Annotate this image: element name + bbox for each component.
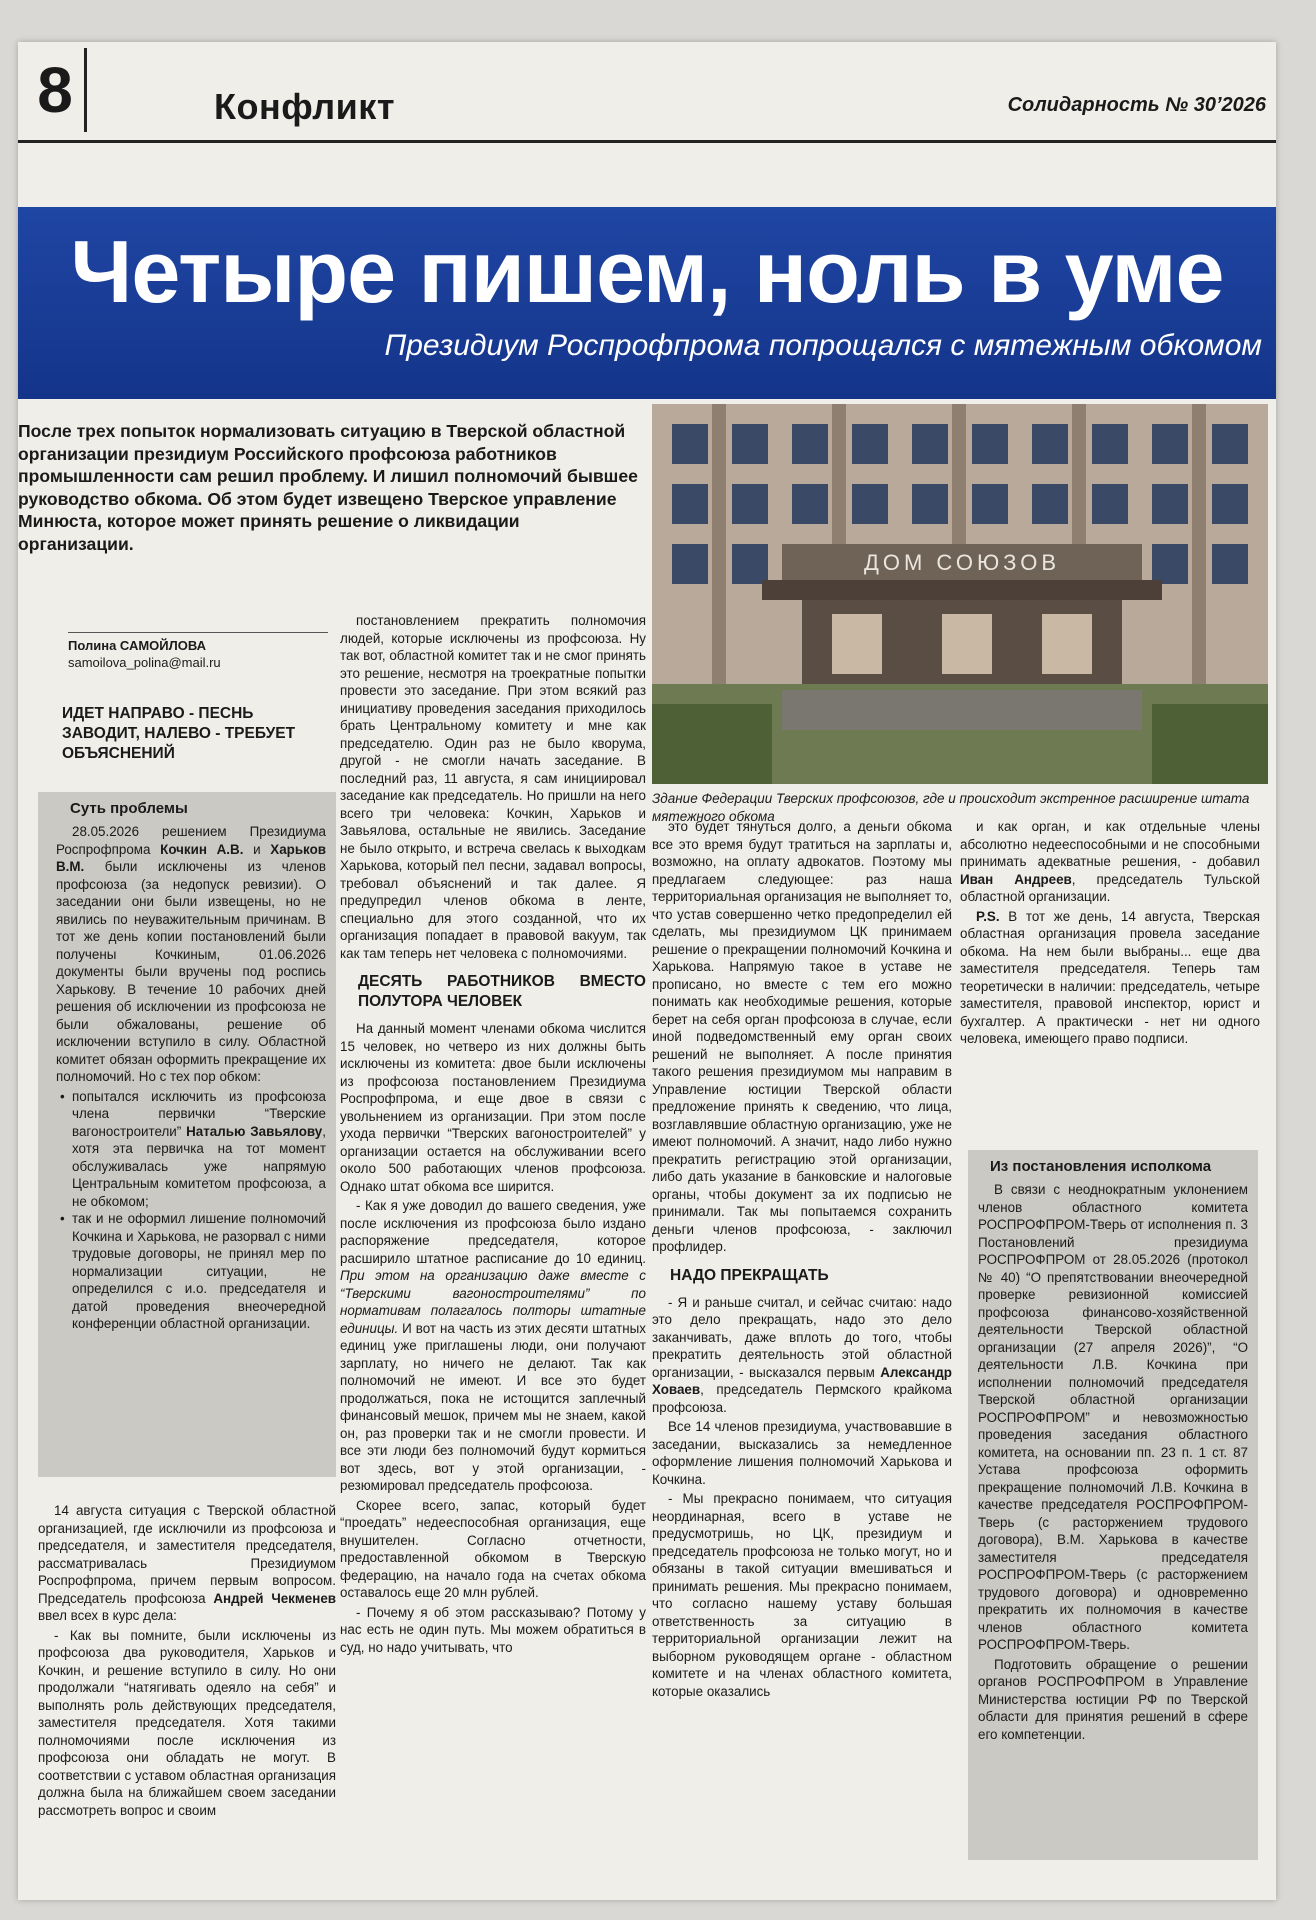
bullet1-text-a: попытался исключить из профсоюза члена первички “Тверские вагоностроители” (72, 1088, 326, 1139)
page-number: 8 (26, 48, 87, 132)
col1-text-a: 14 августа ситуация с Тверской областной организацией, где исключили из профсоюза и председателя, и заместителя председателя, рассматривалась Президиумом Роспрофпрома, причем первым вопросом. Председатель профсоюза (38, 1503, 336, 1606)
building-photo-graphic (652, 404, 1268, 784)
box2-paragraph-2: Подготовить обращение о решении органов РОСПРОФПРОМ в Управление Министерства юстиции РФ по Тверской области для принятия решений в сфере его компетенции. (978, 1656, 1248, 1742)
bullet-2: • так и не оформил лишение полномочий Кочкина и Харькова, не разорвал с ними трудовые договоры, не принял мер по нормализации ситуации, не определился с и.о. председателя и датой проведения внеочередной конференции областной организации. (72, 1210, 326, 1333)
bullet-1 (72, 1088, 326, 1211)
rubric: Конфликт (214, 86, 395, 127)
col3-text-a: - Я и раньше считал, и сейчас считаю: надо это дело прекращать, надо это дело заканчивать, даже вплоть до того, чтобы прекратить деятельность этой областной организации, - высказался первым (652, 1294, 952, 1380)
box-title-problem: Суть проблемы (70, 800, 188, 817)
box1-bullets (56, 1088, 326, 1333)
building-sign: ДОМ СОЮЗОВ (863, 550, 1061, 575)
name-khovaev: Александр Ховаев (652, 1364, 952, 1397)
section-title-3: НАДО ПРЕКРАЩАТЬ (670, 1266, 829, 1284)
col4-text-a: и как орган, и как отдельные члены абсолютно недееспособными и не способными принимать адекватные решения, - добавил (960, 819, 1260, 869)
column-3-text (652, 818, 952, 1702)
bullet1-text-c: , хотя эта первичка на тот момент обслуживалась уже напрямую Центральным комитетом профсоюза, а не обкомом; (72, 1123, 326, 1209)
author-email[interactable]: samoilova_polina@mail.ru (68, 655, 221, 670)
name-chekmenev: Андрей Чекменев (213, 1590, 336, 1606)
author-name: Полина САМОЙЛОВА (68, 638, 207, 653)
col2-text-c: И вот на часть из этих десяти штатных единиц уже приглашены люди, они получают зарплату, но ничего не делают. Так как полномочий не имеют. И все это будет продолжаться, пока не истощится заплечный финансовый мешок, причем мы не знаем, какой он, раз проверки так и не смогли провести. И все эти люди без полномочий будут кормиться вот здесь, вот у этой организации, - резюмировал председатель профсоюза. (340, 1320, 646, 1493)
col3-paragraph-4: - Мы прекрасно понимаем, что ситуация неординарная, всего в уставе не предусмотришь, но ЦК, президиум и председатель профсоюза не только могут, но и обязаны в такой ситуации вмешиваться и принимать решения. Мы прекрасно понимаем, что согласно нашему уставу большая ответственность за ситуацию в территориальной организации лежит на выборном руководящем органе - областном комитете и на членах областного комитета, которые оказались (652, 1491, 952, 1699)
column-4-text (960, 818, 1260, 1050)
name-kochkin: Кочкин А.В. (160, 841, 244, 857)
box1-text-e: были исключены из членов профсоюза (за недопуск ревизии). О заседании они были извещены, но не явились по неуважительным причинам. В тот же день копии постановлений были получены Кочкиным, 01.06.2026 документы были вручены под роспись Харькову. В течение 10 рабочих дней решения об исключении из профсоюза не были обжалованы, решение об исключении вступило в силу. Областной комитет обязан оформить прекращение их полномочий. Но с тех пор обком: (56, 859, 326, 1084)
box1-text-a: 28.05.2026 решением Президиума Роспрофпрома (56, 824, 326, 857)
lead-paragraph: После трех попыток нормализовать ситуацию в Тверской областной организации президиум Российского профсоюза работников промышленности сам решил проблему. И лишил полномочий бывшее руководство обкома. Об этом будет извещено Тверское управление Минюста, которое может принять решение о ликвидации организации. (18, 421, 638, 554)
headline: Четыре пишем, ноль в уме (70, 222, 1224, 321)
sidebar-box-resolution (968, 1150, 1258, 1860)
name-andreev: Иван Андреев (960, 871, 1072, 887)
name-zavyalova: Наталью Завьялову (186, 1123, 323, 1139)
col3-text-c: , председатель Пермского крайкома профсоюза. (652, 1382, 952, 1415)
ps-label: P.S. (976, 908, 1000, 924)
headline-banner (18, 207, 1276, 399)
name-kharkov: Харьков В.М. (56, 841, 326, 874)
col2-paragraph-4: Скорее всего, запас, который будет “проедать” недееспособная организация, еще внушителен. Согласно отчетности, предоставленной обкомом в Тверскую федерацию, на начало года на счетах обкома оставалось еще 20 млн рублей. (340, 1497, 646, 1600)
subheadline: Президиум Роспрофпрома попрощался с мятежным обкомом (384, 329, 1262, 362)
col2-paragraph-2: На данный момент членами обкома числится 15 человек, но четверо из них должны быть исключены из комитета: двое были исключены из профсоюза постановлением Президиума Роспрофпрома, и еще двое в связи с увольнением из организации. При этом после ухода первички “Тверских вагоностроителей” у организации остается на обслуживании всего около 500 работающих членов профсоюза. Однако штат обкома все ширится. (340, 1021, 646, 1194)
sidebar-box-problem (38, 792, 336, 1477)
col3-paragraph-1: это будет тянуться долго, а деньги обкома все это время будут тратиться на зарплаты и, возможно, на оплату адвокатов. Поэтому мы предлагаем следующее: раз наша территориальная организация не выполняет то, что устав совершенно четко предопределил ей сделать, мы президиумом ЦК принимаем решение о прекращении полномочий Кочкина и Харькова. Напрямую такое в уставе не прописано, но вместе с тем его можно понимать как необходимые решения, которые берет на себя орган профсоюза в случае, если иной подведомственный ему орган своих решений не выполняет. А после принятия такого решения президиумом мы направим в Управление юстиции Тверской области предложение принять к сведению, что лица, возглавлявшие областную организацию, уже не имеют полномочий. А значит, надо либо нужно прекратить регистрацию этой организации, либо дать указание в банковские и налоговые органы, чтобы документ за их подписью не принимали. Так мы попытаемся сохранить деньги членов профсоюза, - заключил профлидер. (652, 819, 952, 1254)
col1-paragraph-2: - Как вы помните, были исключены из профсоюза два руководителя, Харьков и Кочкин, и решение вступило в силу. Но они продолжали “натягивать одеяло на себя” и выполнять роль действующих председателя, заместителя председателя. Хотя такими полномочиями после исключения из профсоюза они обладать не могут. В соответствии с уставом областная организация должна была на ближайшем своем заседании рассмотреть вопрос и своим (38, 1627, 336, 1818)
col3-paragraph-3: Все 14 членов президиума, участвовавшие в заседании, высказались за немедленное оформление лишения полномочий Харькова и Кочкина. (652, 1419, 952, 1487)
box1-text-c: и (243, 841, 271, 857)
col2-paragraph-5: - Почему я об этом рассказываю? Потому у нас есть не один путь. Мы можем обратиться в суд, но надо учитывать, что (340, 1604, 646, 1655)
building-photo (652, 404, 1268, 784)
box-problem-text (56, 823, 326, 1333)
box-resolution-text (978, 1181, 1248, 1743)
newspaper-page (18, 42, 1276, 1900)
box2-paragraph-1: В связи с неоднократным уклонением членов областного комитета РОСПРОФПРОМ-Тверь от исполнения п. 3 Постановлений президиума РОСПРОФПРОМ от 28.05.2026 (протокол № 40) “О препятствовании внеочередной проверке ревизионной комиссией профсоюза финансово-хозяйственной деятельности Тверской областной организации (27 апреля 2026)”, “О деятельности Л.В. Кочкина при исполнении полномочий председателя Тверской областной организации РОСПРОФПРОМ” и невозможностью проведения заседания областного комитета, на основании пп. 23 п. 1 ст. 87 Устава профсоюза оформить прекращение полномочий Л.В. Кочкина в качестве председателя РОСПРОФПРОМ-Тверь (с расторжением трудового договора), В.М. Харькова в качестве заместителя председателя РОСПРОФПРОМ-Тверь (с расторжением трудового договора) и одновременно прекратить их полномочия в качестве членов областного комитета РОСПРОФПРОМ-Тверь. (978, 1182, 1248, 1652)
column-1-text (38, 1502, 336, 1821)
section-title-2: ДЕСЯТЬ РАБОТНИКОВ ВМЕСТО ПОЛУТОРА ЧЕЛОВЕК (358, 973, 646, 1010)
column-2-text (340, 612, 646, 1658)
byline (68, 632, 328, 671)
col2-italic: При этом на организацию даже вместе с “Тверскими вагоностроителями” по нормативам полагалось полторы штатные единицы. (340, 1268, 646, 1336)
col2-text-a: - Как я уже доводил до вашего сведения, уже после исключения из профсоюза было издано распоряжение председателя, которое расширило штатное расписание до 10 единиц. (340, 1198, 646, 1266)
col4-ps-text: В тот же день, 14 августа, Тверская областная организация провела заседание обкома. На нем были выбраны... еще два заместителя председателя. Теперь там теоретически в наличии: председатель, четыре заместителя, правовой инспектор, юрист и бухгалтер. А практически - нет ни одного человека, имеющего право подписи. (960, 908, 1260, 1046)
section-title-1: ИДЕТ НАПРАВО - ПЕСНЬ ЗАВОДИТ, НАЛЕВО - ТРЕБУЕТ ОБЪЯСНЕНИЙ (62, 705, 296, 762)
col4-text-c: , председатель Тульской областной организации. (960, 871, 1260, 904)
issue-label: Солидарность № 30’2026 (1007, 94, 1266, 116)
col1-text-c: ввел всех в курс дела: (38, 1608, 177, 1623)
page-header (18, 42, 1276, 143)
box-title-resolution: Из постановления исполкома (990, 1158, 1212, 1175)
col2-paragraph-1: постановлением прекратить полномочия людей, которые исключены из профсоюза. Ну так вот, областной комитет так и не смог принять это решение, несмотря на троекратные попытки провести это заседание. При этом всякий раз инициативу проведения заседания приходилось брать Центральному комитету и мне как председателю. Один раз не было кворума, другой - не смогли начать заседание. В последний раз, 11 августа, я сам инициировал заседание как председатель. Но пришли на него всего три человека: Кочкин, Харьков и Завьялова, остальные не явились. Заседание не было открыто, и встреча свелась к выходкам Харькова, который пел песни, задавал вопросы, требовал объяснений и так далее. Я предупредил членов обкома в ленте, специально для этого созданной, что их организация попадает в правовой вакуум, так как там теперь нет человека с полномочиями. (340, 613, 646, 961)
photo-caption: Здание Федерации Тверских профсоюзов, где и происходит экстренное расширение штата мятежного обкома (652, 791, 1250, 824)
